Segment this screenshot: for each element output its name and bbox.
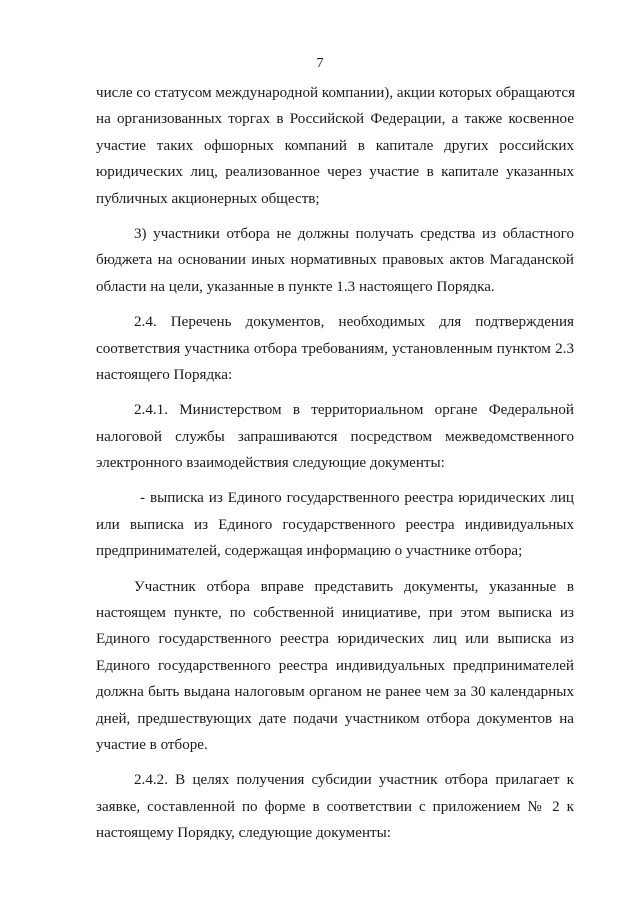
text-line: дней, предшествующих дате подачи участником отбора документов на [96, 710, 574, 727]
text-line: - выписка из Единого государственного реестра юридических лиц [140, 490, 574, 507]
text-line: налоговой службы запрашиваются посредством межведомственного [96, 428, 574, 445]
paragraph-7 [96, 767, 574, 846]
text-line: участие в отборе. [96, 736, 208, 753]
text-line: бюджета на основании иных нормативных правовых актов Магаданской [96, 252, 574, 269]
text-line: 3) участники отбора не должны получать средства из областного [134, 225, 574, 242]
text-line: или выписка из Единого государственного реестра индивидуальных [96, 516, 574, 533]
text-line: на организованных торгах в Российской Федерации, а также косвенное [96, 111, 574, 128]
text-line: Единого государственного реестра индивидуальных предпринимателей [96, 657, 574, 674]
paragraph-4 [96, 397, 574, 476]
page-number: 7 [316, 56, 324, 71]
paragraph-6 [96, 574, 574, 759]
text-line: настоящем пункте, по собственной инициативе, при этом выписка из [96, 605, 574, 622]
text-line: области на цели, указанные в пункте 1.3 настоящего Порядка. [96, 278, 495, 295]
document-body [96, 80, 574, 847]
text-line: юридических лиц, реализованное через участие в капитале указанных [96, 164, 574, 181]
text-line: соответствия участника отбора требованиям, установленным пунктом 2.3 [96, 340, 574, 357]
paragraph-5 [96, 485, 574, 564]
text-line: настоящему Порядку, следующие документы: [96, 825, 391, 842]
text-line: 2.4.2. В целях получения субсидии участник отбора прилагает к [134, 772, 574, 789]
text-line: должна быть выдана налоговым органом не ранее чем за 30 календарных [96, 684, 574, 701]
text-line: заявке, составленной по форме в соответствии с приложением № 2 к [96, 798, 574, 815]
paragraph-2 [96, 221, 574, 300]
text-line: электронного взаимодействия следующие документы: [96, 455, 445, 472]
paragraph-1 [96, 80, 574, 212]
text-line: настоящего Порядка: [96, 366, 233, 383]
paragraph-3 [96, 309, 574, 388]
text-line: Единого государственного реестра юридических лиц или выписка из [96, 631, 574, 648]
text-line: Участник отбора вправе представить документы, указанные в [134, 578, 574, 595]
text-line: публичных акционерных обществ; [96, 190, 320, 207]
text-line: 2.4. Перечень документов, необходимых для подтверждения [134, 314, 574, 331]
text-line: участие таких офшорных компаний в капитале других российских [96, 137, 574, 154]
text-line: числе со статусом международной компании), акции которых обращаются [96, 85, 576, 101]
text-line: 2.4.1. Министерством в территориальном органе Федеральной [134, 402, 574, 419]
text-line: предпринимателей, содержащая информацию о участнике отбора; [96, 543, 523, 560]
